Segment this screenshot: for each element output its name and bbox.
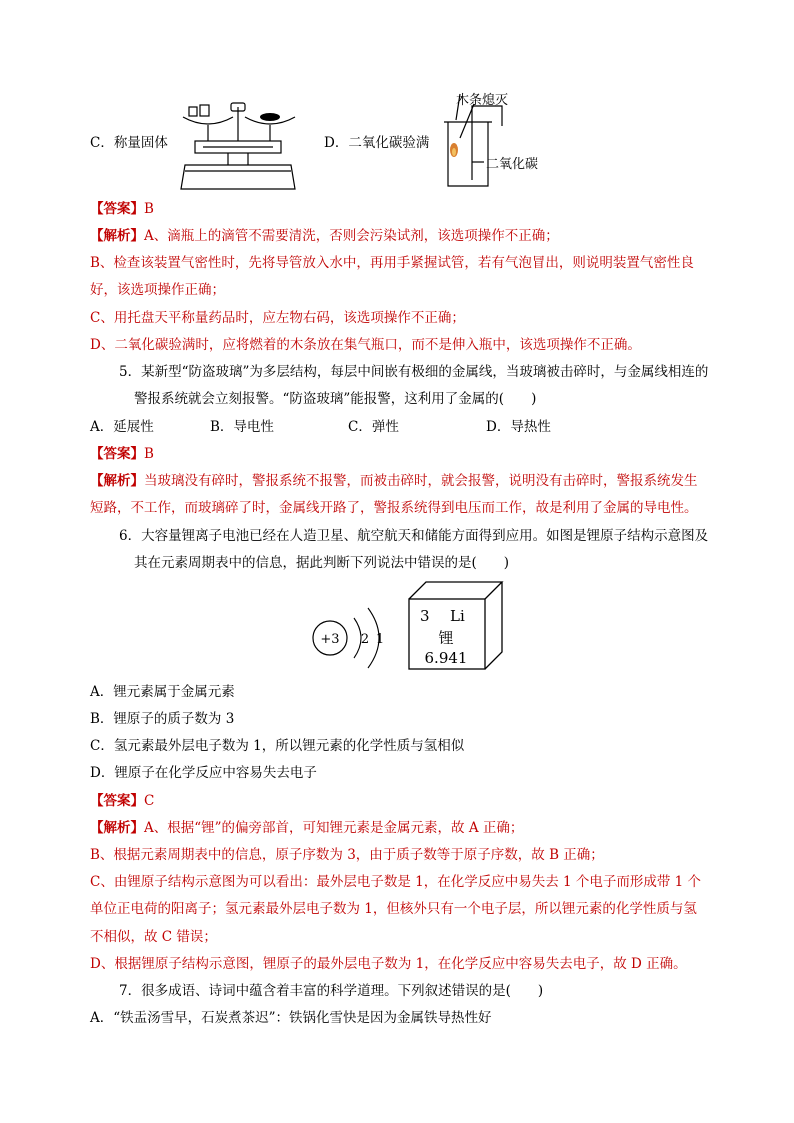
q6-stem-1: 6．大容量锂离子电池已经在人造卫星、航空航天和储能方面得到应用。如图是锂原子结构示意图及 xyxy=(119,528,709,544)
analysis-text: A、根据“锂”的偏旁部首，可知锂元素是金属元素，故 A 正确； xyxy=(144,820,524,836)
q6-option-d: D．锂原子在化学反应中容易失去电子 xyxy=(90,765,317,781)
element-number: 3 xyxy=(420,607,430,625)
element-symbol: Li xyxy=(450,607,465,625)
answer-tag: 【答案】 xyxy=(90,793,144,809)
answer-6 xyxy=(90,792,154,810)
analysis-tag: 【解析】 xyxy=(90,228,144,244)
analysis-tag: 【解析】 xyxy=(90,820,144,836)
element-mass: 6.941 xyxy=(424,649,468,667)
analysis-6-line-6: D、根据锂原子结构示意图，锂原子的最外层电子数为 1，在化学反应中容易失去电子，故 D 正确。 xyxy=(90,956,687,972)
analysis-4-line-5: D、二氧化碳验满时，应将燃着的木条放在集气瓶口，而不是伸入瓶中，该选项操作不正确。 xyxy=(90,337,641,353)
analysis-5-line-2: 短路，不工作，而玻璃碎了时，金属线开路了，警报系统得到电压而工作，故是利用了金属的导电性。 xyxy=(90,500,698,516)
label-co2: 二氧化碳 xyxy=(486,157,539,172)
option-c: C．称量固体 xyxy=(90,135,168,151)
q5-stem-1: 5．某新型“防盗玻璃”为多层结构，每层中间嵌有极细的金属线，当玻璃被击碎时，与金属线相连的 xyxy=(119,364,709,380)
q5-option-d: D．导热性 xyxy=(486,419,551,435)
option-d: D．二氧化碳验满 xyxy=(324,135,430,151)
answer-4 xyxy=(90,200,154,218)
analysis-6-line-5: 不相似，故 C 错误； xyxy=(90,929,217,945)
q7-stem: 7．很多成语、诗词中蕴含着丰富的科学道理。下列叙述错误的是( ) xyxy=(119,983,544,999)
nucleus-charge: +3 xyxy=(320,632,340,647)
analysis-4-line-2: B、检查该装置气密性时，先将导管放入水中，再用手紧握试管，若有气泡冒出，则说明装置气密性良 xyxy=(90,255,694,271)
element-name: 锂 xyxy=(438,629,454,647)
q5-option-b: B．导电性 xyxy=(210,419,274,435)
analysis-6-line-4: 单位正电荷的阳离子；氢元素最外层电子数为 1，但核外只有一个电子层，所以锂元素的化学性质与氢 xyxy=(90,901,697,917)
lithium-atom-diagram xyxy=(310,598,400,678)
q5-option-a: A．延展性 xyxy=(90,419,154,435)
analysis-4-line-3: 好，该选项操作正确； xyxy=(90,282,225,298)
answer-value: B xyxy=(144,201,154,217)
analysis-5-line-1 xyxy=(90,472,698,490)
answer-value: C xyxy=(144,793,155,809)
q6-option-b: B．锂原子的质子数为 3 xyxy=(90,711,235,727)
periodic-table-cell xyxy=(408,581,513,671)
analysis-text: 当玻璃没有碎时，警报系统不报警，而被击碎时，就会报警，说明没有击碎时，警报系统发生 xyxy=(144,473,698,489)
analysis-tag: 【解析】 xyxy=(90,473,144,489)
answer-5 xyxy=(90,445,154,463)
analysis-4-line-1 xyxy=(90,227,559,245)
q6-option-c: C．氢元素最外层电子数为 1，所以锂元素的化学性质与氢相似 xyxy=(90,738,465,754)
answer-tag: 【答案】 xyxy=(90,446,144,462)
analysis-6-line-1 xyxy=(90,819,523,837)
shell-2-count: 1 xyxy=(375,632,385,647)
q7-option-a: A．“铁盂汤雪早，石炭煮茶迟”：铁锅化雪快是因为金属铁导热性好 xyxy=(90,1010,492,1026)
balance-figure xyxy=(173,97,303,192)
shell-1-count: 2 xyxy=(360,632,370,647)
q6-stem-2: 其在元素周期表中的信息，据此判断下列说法中错误的是( ) xyxy=(134,555,510,571)
answer-tag: 【答案】 xyxy=(90,201,144,217)
analysis-4-line-4: C、用托盘天平称量药品时，应左物右码，该选项操作不正确； xyxy=(90,310,465,326)
analysis-text: A、滴瓶上的滴管不需要清洗，否则会污染试剂，该选项操作不正确； xyxy=(144,228,559,244)
analysis-6-line-3: C、由锂原子结构示意图为可以看出：最外层电子数是 1，在化学反应中易失去 1 个电子而形成带 1 个 xyxy=(90,874,702,890)
co2-bottle-figure xyxy=(430,92,550,192)
q5-stem-2: 警报系统就会立刻报警。“防盗玻璃”能报警，这利用了金属的( ) xyxy=(134,391,537,407)
answer-value: B xyxy=(144,446,154,462)
q6-option-a: A．锂元素属于金属元素 xyxy=(90,684,235,700)
analysis-6-line-2: B、根据元素周期表中的信息，原子序数为 3，由于质子数等于原子序数，故 B 正确； xyxy=(90,847,604,863)
label-flame-out: 木条熄灭 xyxy=(456,93,509,108)
q5-option-c: C．弹性 xyxy=(348,419,399,435)
